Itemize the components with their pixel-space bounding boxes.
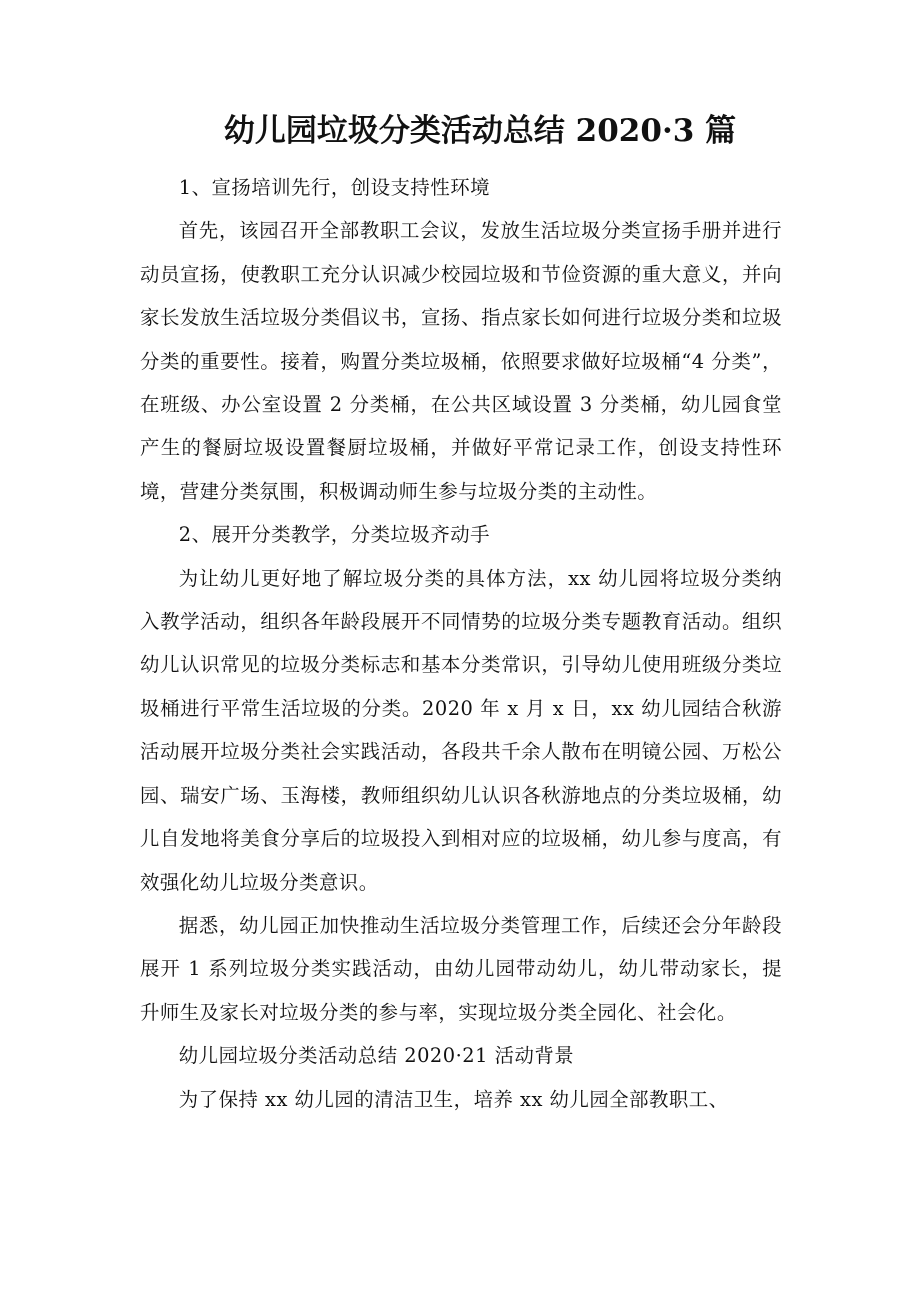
document-title: 幼儿园垃圾分类活动总结 2020·3 篇 xyxy=(223,113,737,149)
body-paragraph-2: 为让幼儿更好地了解垃圾分类的具体方法，xx 幼儿园将垃圾分类纳入教学活动，组织各年龄段展开不同情势的垃圾分类专题教育活动。组织幼儿认识常见的垃圾分类标志和基本分类常识，引导幼儿使用班级分类垃圾桶进行平常生活垃圾的分类。2020 年 x 月 x 日，xx 幼儿园结合秋游活动展开垃圾分类社会实践活动，各段共千余人散布在明镜公园、万松公园、瑞安广场、玉海楼，教师组织幼儿认识各秋游地点的分类垃圾桶，幼儿自发地将美食分享后的垃圾投入到相对应的垃圾桶，幼儿参与度高，有效强化幼儿垃圾分类意识。 xyxy=(140,566,782,894)
section-heading-1: 1、宣扬培训先行，创设支持性环境 xyxy=(178,176,490,199)
body-paragraph-4: 为了保持 xx 幼儿园的清洁卫生，培养 xx 幼儿园全部教职工、 xyxy=(178,1087,729,1111)
body-paragraph-1: 首先，该园召开全部教职工会议，发放生活垃圾分类宣扬手册并进行动员宣扬，使教职工充分认识减少校园垃圾和节俭资源的重大意义，并向家长发放生活垃圾分类倡议书，宣扬、指点家长如何进行垃圾分类和垃圾分类的重要性。接着，购置分类垃圾桶，依照要求做好垃圾桶“4 分类”，在班级、办公室设置 2 分类桶，在公共区域设置 3 分类桶，幼儿园食堂产生的餐厨垃圾设置餐厨垃圾桶，并做好平常记录工作，创设支持性环境，营建分类氛围，积极调动师生参与垃圾分类的主动性。 xyxy=(140,219,782,503)
section-heading-3: 幼儿园垃圾分类活动总结 2020·21 活动背景 xyxy=(178,1044,575,1068)
body-paragraph-3: 据悉，幼儿园正加快推动生活垃圾分类管理工作，后续还会分年龄段展开 1 系列垃圾分类实践活动，由幼儿园带动幼儿，幼儿带动家长，提升师生及家长对垃圾分类的参与率，实现垃圾分类全园化、社会化。 xyxy=(140,913,782,1024)
section-heading-2: 2、展开分类教学，分类垃圾齐动手 xyxy=(178,523,490,547)
document-body xyxy=(140,166,782,1121)
